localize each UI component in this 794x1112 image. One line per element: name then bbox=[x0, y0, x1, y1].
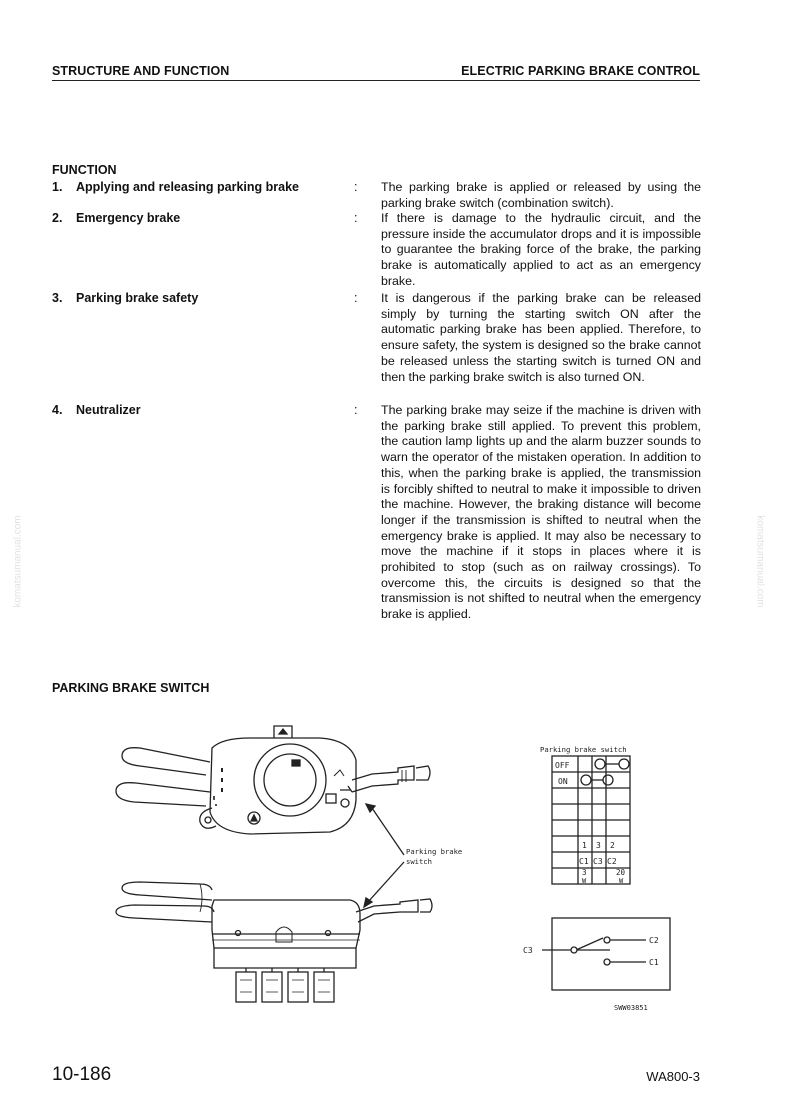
circuit-label-c2: C2 bbox=[649, 936, 659, 945]
running-header-left: STRUCTURE AND FUNCTION bbox=[52, 64, 230, 78]
pin-number-2: 2 bbox=[610, 841, 615, 850]
item-number: 4. bbox=[52, 403, 63, 417]
item-colon: : bbox=[354, 211, 358, 225]
section-heading: PARKING BRAKE SWITCH bbox=[52, 681, 210, 695]
item-title: Applying and releasing parking brake bbox=[76, 180, 299, 194]
pin-code-c3: C3 bbox=[593, 857, 603, 866]
circuit-label-c1: C1 bbox=[649, 958, 659, 967]
wire-a-color: W bbox=[582, 877, 587, 885]
pin-code-c1: C1 bbox=[579, 857, 589, 866]
running-header-right: ELECTRIC PARKING BRAKE CONTROL bbox=[461, 64, 700, 78]
figure-code: SWW03851 bbox=[614, 1004, 648, 1012]
watermark-left: komatsumanual.com bbox=[12, 515, 24, 608]
item-colon: : bbox=[354, 403, 358, 417]
pin-number-1: 1 bbox=[582, 841, 587, 850]
item-title: Parking brake safety bbox=[76, 291, 199, 305]
item-colon: : bbox=[354, 291, 358, 305]
wire-a-number: 3 bbox=[582, 868, 587, 877]
watermark-right: komatsumanual.com bbox=[754, 515, 766, 608]
item-number: 1. bbox=[52, 180, 63, 194]
combination-switch-side-view bbox=[116, 882, 432, 1002]
page-number: 10-186 bbox=[52, 1064, 112, 1085]
combination-switch-top-view bbox=[116, 726, 430, 834]
switch-position-table bbox=[552, 756, 630, 884]
table-title: Parking brake switch bbox=[540, 745, 627, 754]
item-colon: : bbox=[354, 180, 358, 194]
circuit-label-c3: C3 bbox=[523, 946, 533, 955]
item-number: 3. bbox=[52, 291, 63, 305]
wire-b-color: W bbox=[619, 877, 624, 885]
callout-label-line1: Parking brake bbox=[406, 847, 463, 856]
pin-code-c2: C2 bbox=[607, 857, 617, 866]
function-heading: FUNCTION bbox=[52, 163, 117, 177]
item-description: The parking brake is applied or released by using the parking brake switch (combination switch). bbox=[381, 180, 701, 210]
pin-number-3: 3 bbox=[596, 841, 601, 850]
item-description: It is dangerous if the parking brake can be released simply by turning the starting switch ON after the automatic parking brake has been applied. Therefore, to ensure safety, the system is designed so the brake cannot be released unless the starting switch is turned ON and then the parking brake switch is also turned ON. bbox=[381, 291, 701, 384]
item-description: If there is damage to the hydraulic circuit, and the pressure inside the accumulator drops and it is impossible to guarantee the braking force of the brake, the parking brake is automatically applied to act as an emergency brake. bbox=[381, 211, 701, 288]
table-row-off: OFF bbox=[555, 761, 570, 770]
item-title: Emergency brake bbox=[76, 211, 181, 225]
model-number: WA800-3 bbox=[646, 1069, 700, 1084]
callout-leaders bbox=[368, 808, 404, 902]
item-description: The parking brake may seize if the machine is driven with the parking brake still applied. To prevent this problem, the caution lamp lights up and the alarm buzzer sounds to warn the operator of the mistaken operation. In addition to this, when the parking brake is applied, the transmission is forcibly shifted to neutral to make it impossible to driven the machine. However, the braking distance will become longer if the transmission is shifted to neutral when the emergency brake is applied. It may also be necessary to move the machine if it stops in places where it is prohibited to stop (such as on railway crossings). To overcome this, the circuits is designed so that the transmission is not shifted to neutral when the emergency brake is applied. bbox=[381, 403, 701, 622]
callout-label-line2: switch bbox=[406, 857, 432, 866]
wire-b-number: 20 bbox=[616, 868, 626, 877]
item-number: 2. bbox=[52, 211, 63, 225]
switch-circuit-diagram bbox=[542, 918, 670, 990]
table-row-on: ON bbox=[558, 777, 568, 786]
item-title: Neutralizer bbox=[76, 403, 141, 417]
